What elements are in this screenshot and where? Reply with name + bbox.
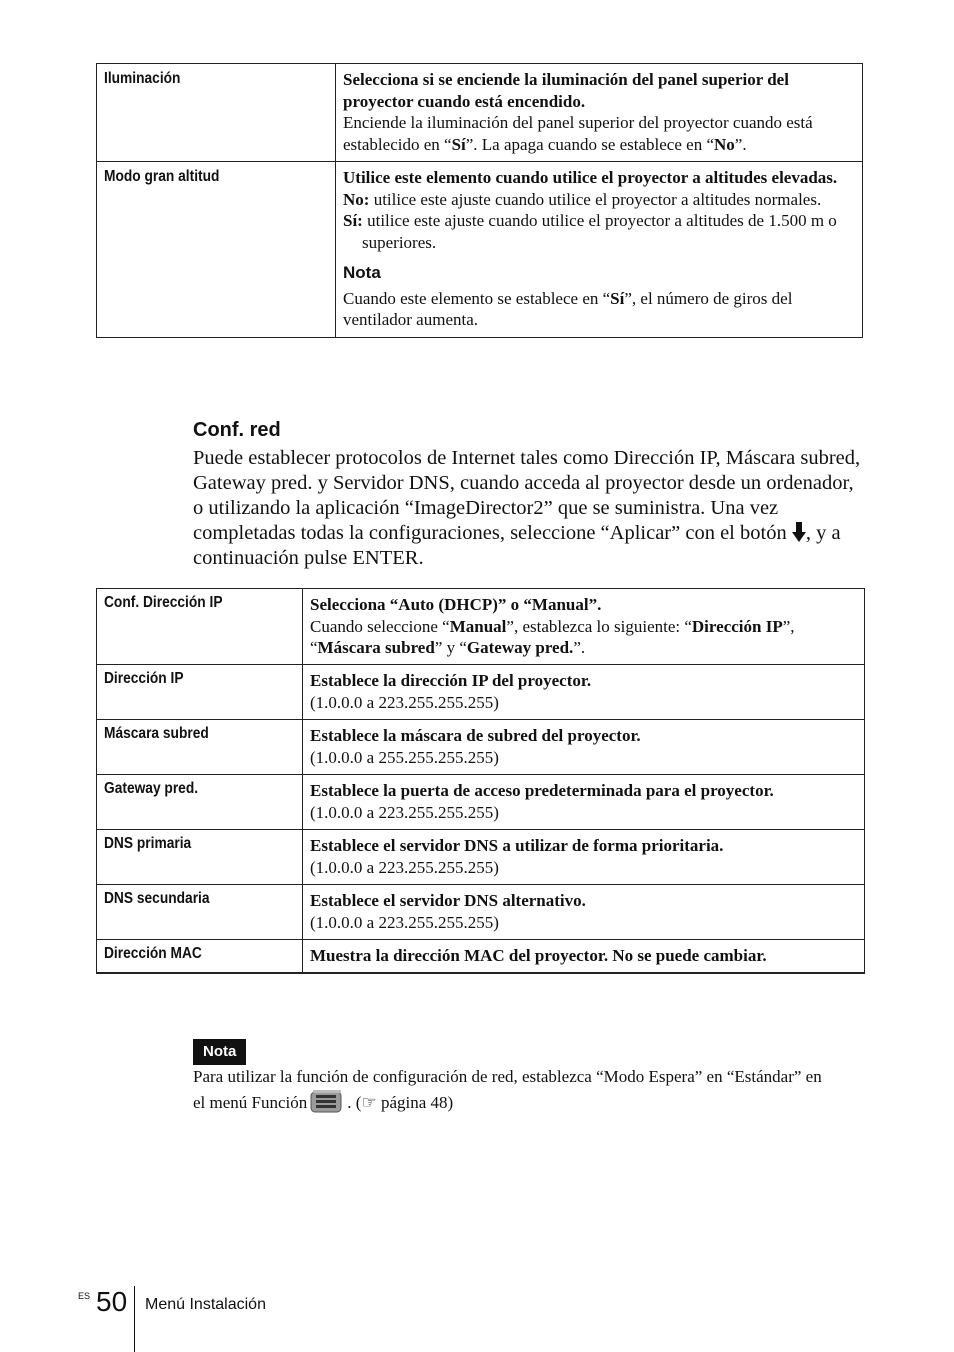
row-heading: Muestra la dirección MAC del proyector. No se puede cambiar. bbox=[310, 946, 767, 965]
row-heading: Establece la máscara de subred del proyector. bbox=[310, 726, 641, 745]
row-heading: Utilice este elemento cuando utilice el proyector a altitudes elevadas. bbox=[343, 168, 838, 187]
table-row bbox=[97, 162, 863, 338]
row-label: Modo gran altitud bbox=[104, 168, 220, 185]
table-row bbox=[97, 885, 865, 940]
row-range: (1.0.0.0 a 223.255.255.255) bbox=[310, 857, 499, 877]
row-range: (1.0.0.0 a 223.255.255.255) bbox=[310, 912, 499, 932]
row-heading: Establece la puerta de acceso predeterminada para el proyector. bbox=[310, 781, 774, 800]
section-title: Conf. red bbox=[193, 419, 281, 441]
page-number: 50 bbox=[96, 1286, 128, 1317]
row-description: Cuando seleccione “Manual”, establezca lo siguiente: “Dirección IP”, “Máscara subred” y “Gateway pred.”. bbox=[310, 616, 795, 657]
row-label: DNS secundaria bbox=[104, 890, 210, 907]
table-row bbox=[97, 940, 865, 973]
footer-section-name: Menú Instalación bbox=[145, 1296, 266, 1313]
network-settings-table bbox=[96, 588, 865, 974]
table-row bbox=[97, 589, 865, 665]
settings-table-top bbox=[96, 63, 863, 338]
row-heading: Establece la dirección IP del proyector. bbox=[310, 671, 592, 690]
row-label: Gateway pred. bbox=[104, 780, 199, 797]
row-label: Dirección IP bbox=[104, 670, 184, 687]
row-label: Dirección MAC bbox=[104, 945, 202, 962]
row-heading: Establece el servidor DNS alternativo. bbox=[310, 891, 586, 910]
table-row bbox=[97, 830, 865, 885]
table-row bbox=[97, 64, 863, 162]
language-code: ES bbox=[78, 1291, 91, 1301]
section-body: Puede establecer protocolos de Internet tales como Dirección IP, Máscara subred, Gateway pred. y Servidor DNS, cuando acceda al proyector desde un ordenador, o utilizando la aplicación “ImageDirector2” que se suministra. Una vez completadas todas la configuraciones, seleccione “Aplicar” con el botón , y a continuación pulse ENTER. bbox=[193, 447, 861, 569]
row-heading: Selecciona si se enciende la iluminación del panel superior del proyector cuando está encendido. bbox=[343, 70, 789, 111]
row-range: (1.0.0.0 a 223.255.255.255) bbox=[310, 692, 499, 712]
reference-icon: ☞ bbox=[361, 1092, 377, 1112]
table-row bbox=[97, 775, 865, 830]
nota-badge: Nota bbox=[193, 1039, 246, 1065]
table-row bbox=[97, 665, 865, 720]
row-range: (1.0.0.0 a 223.255.255.255) bbox=[310, 802, 499, 822]
row-description: Enciende la iluminación del panel superior del proyector cuando está establecido en “Sí”. La apaga cuando se establece en “No”. bbox=[343, 113, 813, 154]
row-heading: Selecciona “Auto (DHCP)” o “Manual”. bbox=[310, 595, 602, 614]
arrow-down-icon bbox=[792, 522, 806, 542]
function-menu-icon bbox=[310, 1089, 344, 1113]
row-heading: Establece el servidor DNS a utilizar de forma prioritaria. bbox=[310, 836, 724, 855]
option-no: No: utilice este ajuste cuando utilice el proyector a altitudes normales. bbox=[343, 189, 822, 209]
option-si: Sí: utilice este ajuste cuando utilice el proyector a altitudes de 1.500 m o superiores. bbox=[343, 211, 837, 252]
row-label: Máscara subred bbox=[104, 725, 209, 742]
footer-divider bbox=[134, 1286, 135, 1352]
row-range: (1.0.0.0 a 255.255.255.255) bbox=[310, 747, 499, 767]
nota-heading: Nota bbox=[343, 263, 381, 282]
nota-text: Cuando este elemento se establece en “Sí”, el número de giros del ventilador aumenta. bbox=[343, 288, 793, 329]
row-label: Conf. Dirección IP bbox=[104, 594, 223, 611]
nota-paragraph: Para utilizar la función de configuración de red, establezca “Modo Espera” en “Estándar” en el menú Función . (☞ página 48) bbox=[193, 1067, 822, 1112]
table-row bbox=[97, 720, 865, 775]
row-label: DNS primaria bbox=[104, 835, 192, 852]
row-label: Iluminación bbox=[104, 70, 181, 87]
